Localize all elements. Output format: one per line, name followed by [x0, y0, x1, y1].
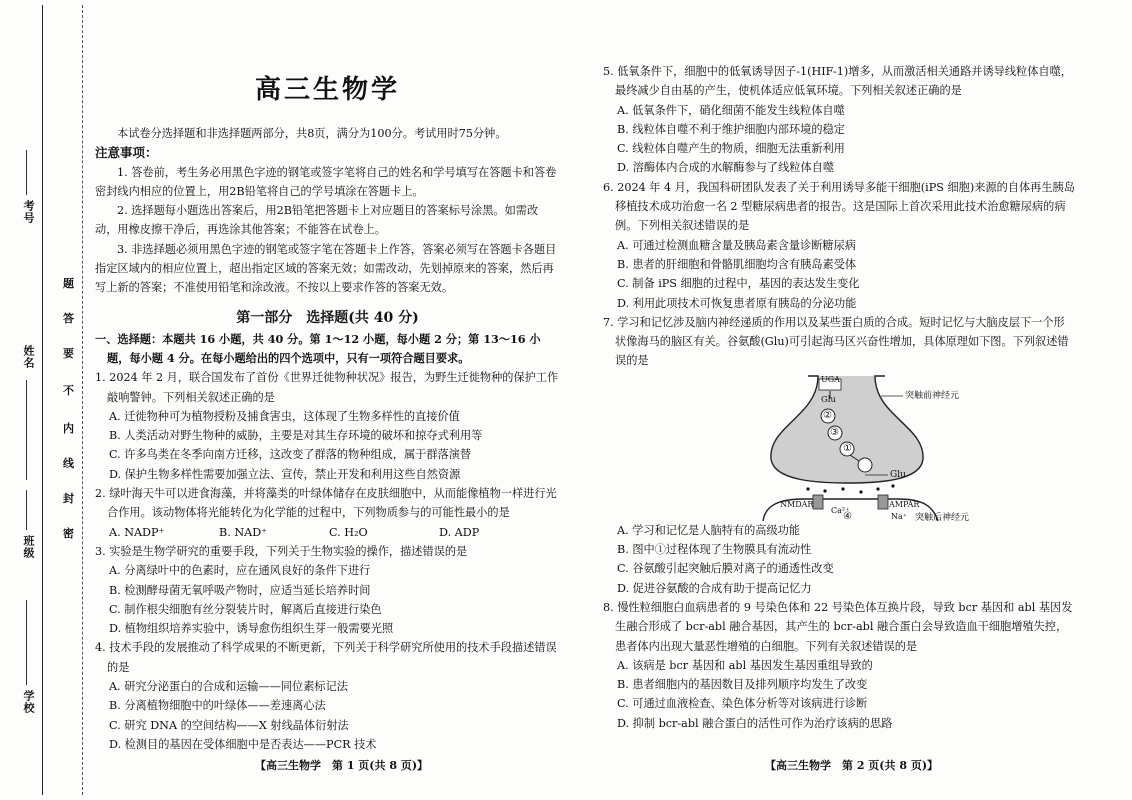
- question-stem: 8. 慢性粒细胞白血病患者的 9 号染色体和 22 号染色体互换片段，导致 bcr 基因和 abl 基因发生融合形成了 bcr-abl 融合基因，其产生的 bcr-abl 融合蛋白会导致造血干细胞增殖失控，患者体内出现大量恶性增殖的白细胞。下列有关叙述错误的是: [603, 600, 1073, 653]
- answer-option[interactable]: C. 可通过血液检查、染色体分析等对该病进行诊断: [617, 697, 868, 711]
- right-page: [603, 62, 1075, 733]
- seal-char: 题: [63, 277, 74, 290]
- nmdar-receptor: [813, 495, 823, 509]
- name-field[interactable]: [26, 380, 27, 480]
- na-label: Na⁺: [891, 511, 907, 521]
- note-item: 1. 答卷前，考生务必用黑色字迹的钢笔或签字笔将自己的姓名和学号填写在答题卡和答卷密封线内相应的位置上，用2B铅笔将自己的学号填涂在答题卡上。: [95, 165, 557, 198]
- answer-option[interactable]: C. 制作根尖细胞有丝分裂装片时，解离后直接进行染色: [109, 602, 382, 616]
- answer-option[interactable]: A. 低氧条件下，硝化细菌不能发生线粒体自噬: [617, 103, 845, 117]
- note-item: 3. 非选择题必须用黑色字迹的钢笔或签字笔在答题卡上作答，答案必须写在答题卡各题目指定区域内的相应位置上，超出指定区域的答案无效；如需改动，先划掉原来的答案，然后再写上新的答案；不准使用铅笔和涂改液。不按以上要求作答的答案无效。: [95, 242, 557, 295]
- class-label: 班级: [22, 535, 35, 559]
- answer-option[interactable]: C. 谷氨酸引起突触后膜对离子的通透性改变: [617, 562, 834, 576]
- question-stem: 2. 绿叶海天牛可以进食海藻，并将藻类的叶绿体储存在皮肤细胞中，从而能像植物一样进行光合作用。该动物体将光能转化为化学能的过程中，下列物质参与的可能性最小的是: [95, 487, 557, 520]
- seal-char: 答: [63, 312, 74, 325]
- answer-option[interactable]: B. 患者的肝细胞和骨骼肌细胞均含有胰岛素受体: [617, 257, 857, 271]
- uga-label: UGA: [821, 374, 840, 384]
- exam-number-label: 考号: [22, 200, 35, 224]
- glu-dot: [859, 490, 862, 493]
- answer-option[interactable]: D. 植物组织培养实验中，诱导愈伤组织生芽一般需要光照: [109, 622, 394, 636]
- nmdar-label: NMDAR: [780, 499, 814, 509]
- answer-option[interactable]: B. 患者细胞内的基因数目及排列顺序均发生了改变: [617, 678, 868, 692]
- choice-instructions: 一、选择题：本题共 16 小题，共 40 分。第 1～12 小题，每小题 2 分；第 13～16 小题，每小题 4 分。在每小题给出的四个选项中，只有一项符合题目要求。: [95, 331, 541, 365]
- question-stem: 4. 技术手段的发展推动了科学成果的不断更新，下列关于科学研究所使用的技术手段描述错误的是: [95, 641, 557, 674]
- seal-char: 内: [63, 422, 74, 435]
- margin-line-outer: [42, 5, 43, 795]
- exam-title: 高三生物学: [254, 75, 400, 105]
- answer-option[interactable]: C. 制备 iPS 细胞的过程中，基因的表达发生变化: [617, 277, 860, 291]
- answer-option[interactable]: B. NAD⁺: [219, 525, 268, 539]
- ca-label: Ca²⁺: [831, 505, 850, 515]
- seal-char: 不: [63, 384, 74, 397]
- step-label: ③: [830, 426, 839, 438]
- question-stem: 6. 2024 年 4 月，我国科研团队发表了关于利用诱导多能干细胞(iPS 细胞)来源的自体再生胰岛移植技术成功治愈一名 2 型糖尿病患者的报告。这是国际上首次采用此技术治愈糖尿病的病例。下列相关叙述错误的是: [603, 180, 1075, 233]
- left-page: [95, 70, 560, 754]
- class-field[interactable]: [26, 490, 27, 530]
- seal-char: 封: [63, 492, 74, 505]
- glu-dot: [876, 487, 879, 490]
- ampar-label: AMPAR: [889, 499, 920, 509]
- vesicle: [858, 458, 872, 472]
- step-label: ④: [843, 510, 852, 522]
- options-row: [95, 523, 560, 542]
- question-stem: 7. 学习和记忆涉及脑内神经递质的作用以及某些蛋白质的合成。短时记忆与大脑皮层下一个形状像海马的脑区有关。谷氨酸(Glu)可引起海马区兴奋性增加，具体原理如下图。下列叙述错误的是: [603, 315, 1069, 368]
- seal-char: 线: [63, 457, 74, 470]
- answer-option[interactable]: A. NADP⁺: [109, 525, 165, 539]
- step-label: ②: [823, 409, 832, 421]
- question-stem: 5. 低氧条件下，细胞中的低氧诱导因子-1(HIF-1)增多，从而激活相关通路并诱导线粒体自噬，最终减少自由基的产生，使机体适应低氧环境。下列相关叙述正确的是: [603, 65, 1072, 98]
- answer-option[interactable]: D. 抑制 bcr-abl 融合蛋白的活性可作为治疗该病的思路: [617, 716, 893, 730]
- answer-option[interactable]: C. H₂O: [329, 525, 368, 539]
- school-label: 学校: [22, 690, 35, 714]
- answer-option[interactable]: D. 保护生物多样性需要加强立法、宣传，禁止开发和利用这些自然资源: [109, 467, 461, 481]
- step-label: ①: [843, 442, 852, 454]
- answer-option[interactable]: B. 线粒体自噬不利于维护细胞内部环境的稳定: [617, 122, 845, 136]
- glu-dot: [806, 487, 809, 490]
- answer-option[interactable]: D. ADP: [439, 525, 480, 539]
- seal-char: 要: [63, 347, 74, 360]
- answer-option[interactable]: B. 人类活动对野生物种的威胁，主要是对其生存环境的破坏和掠夺式利用等: [109, 429, 483, 443]
- post-neuron-label: 突触后神经元: [915, 512, 970, 523]
- seal-char: 密: [63, 527, 74, 540]
- exam-number-field[interactable]: [26, 150, 27, 195]
- answer-option[interactable]: B. 检测酵母菌无氧呼吸产物时，应适当延长培养时间: [109, 583, 371, 597]
- page-footer-right: 【高三生物学 第 2 页(共 8 页)】: [765, 759, 939, 772]
- answer-option[interactable]: A. 学习和记忆是人脑特有的高级功能: [617, 523, 801, 537]
- synapse-diagram: [603, 371, 1075, 521]
- glu-dot: [823, 489, 826, 492]
- answer-option[interactable]: D. 利用此项技术可恢复患者原有胰岛的分泌功能: [617, 296, 857, 310]
- answer-option[interactable]: A. 可通过检测血糖含量及胰岛素含量诊断糖尿病: [617, 238, 856, 252]
- answer-option[interactable]: D. 检测目的基因在受体细胞中是否表达——PCR 技术: [109, 737, 377, 751]
- question-stem: 1. 2024 年 2 月，联合国发布了首份《世界迁徙物种状况》报告，为野生迁徙物种的保护工作敲响警钟。下列相关叙述正确的是: [95, 371, 559, 404]
- exam-intro: 本试卷分选择题和非选择题两部分，共8页，满分为100分。考试用时75分钟。: [117, 127, 507, 140]
- answer-option[interactable]: C. 许多鸟类在冬季向南方迁移，这改变了群落的物种组成，属于群落演替: [109, 448, 472, 462]
- answer-option[interactable]: D. 促进谷氨酸的合成有助于提高记忆力: [617, 581, 812, 595]
- school-field[interactable]: [26, 600, 27, 685]
- notes-heading: 注意事项：: [95, 145, 158, 161]
- note-item: 2. 选择题每小题选出答案后，用2B铅笔把答题卡上对应题目的答案标号涂黑。如需改动，用橡皮擦干净后，再选涂其他答案；不能答在试卷上。: [95, 204, 539, 237]
- synapse-figure: [603, 371, 1075, 521]
- margin-line-inner: [82, 5, 83, 795]
- answer-option[interactable]: A. 研究分泌蛋白的合成和运输——同位素标记法: [109, 680, 348, 694]
- answer-option[interactable]: B. 图中①过程体现了生物膜具有流动性: [617, 543, 812, 557]
- answer-option[interactable]: B. 分离植物细胞中的叶绿体——差速离心法: [109, 699, 326, 713]
- glu-right-label: Glu: [890, 469, 906, 480]
- answer-option[interactable]: C. 线粒体自噬产生的物质，细胞无法重新利用: [617, 142, 845, 156]
- glu-top-label: Glu: [821, 394, 836, 405]
- answer-option[interactable]: A. 分离绿叶中的色素时，应在通风良好的条件下进行: [109, 564, 371, 578]
- answer-option[interactable]: A. 迁徙物种可为植物授粉及捕食害虫，这体现了生物多样性的直接价值: [109, 409, 460, 423]
- pre-neuron-label: 突触前神经元: [905, 390, 960, 401]
- answer-option[interactable]: C. 研究 DNA 的空间结构——X 射线晶体衍射法: [109, 718, 349, 732]
- question-stem: 3. 实验是生物学研究的重要手段，下列关于生物实验的操作，描述错误的是: [95, 544, 468, 558]
- answer-option[interactable]: A. 该病是 bcr 基因和 abl 基因发生基因重组导致的: [617, 658, 873, 672]
- name-label: 姓名: [22, 345, 35, 369]
- ampar-receptor: [878, 495, 888, 509]
- glu-dot: [841, 487, 844, 490]
- page-footer-left: 【高三生物学 第 1 页(共 8 页)】: [255, 759, 429, 772]
- answer-option[interactable]: D. 溶酶体内合成的水解酶参与了线粒体自噬: [617, 161, 835, 175]
- part-heading: 第一部分 选择题(共 40 分): [236, 309, 419, 326]
